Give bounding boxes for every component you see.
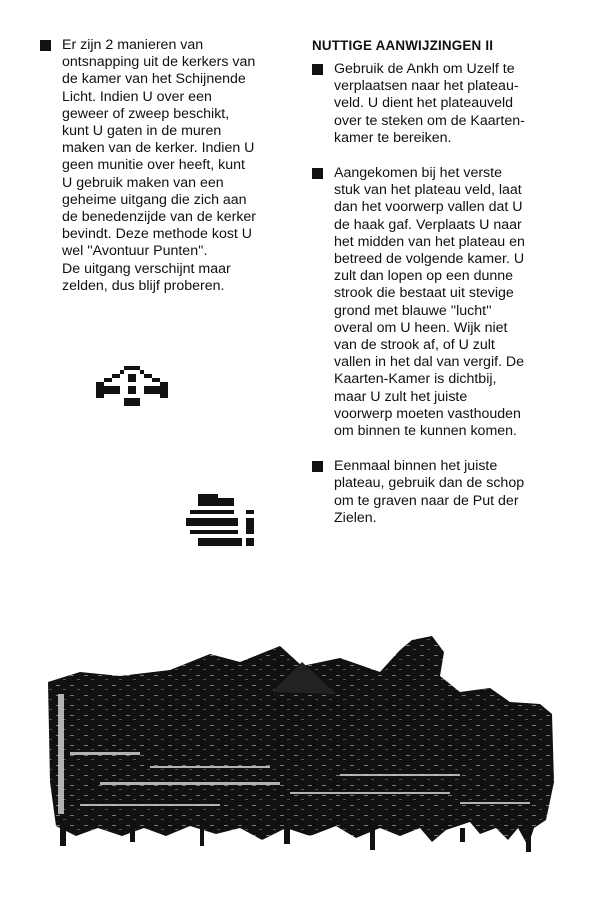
- text-line: geweer of zweep beschikt,: [62, 105, 230, 122]
- text-line: verplaatsen naar het plateau-: [334, 78, 519, 95]
- text-line: vallen in het dal van vergif. De: [334, 354, 525, 371]
- bullet-square: [40, 40, 51, 51]
- section-heading: NUTTIGE AANWIJZINGEN II: [312, 38, 494, 53]
- text-line: bevindt. Deze methode kost U: [62, 226, 253, 243]
- text-line: voorwerp moeten vasthouden: [334, 405, 521, 422]
- text-line: de benedenzijde van de kerker: [62, 209, 257, 226]
- text-line: zult dan lopen op een dunne: [334, 268, 514, 285]
- text-line: veld. U dient het plateauveld: [334, 95, 514, 112]
- text-line: om te graven naar de Put der: [334, 492, 519, 509]
- text-line: over te steken om de Kaarten-: [334, 112, 525, 129]
- text-line: Gebruik de Ankh om Uzelf te: [334, 61, 515, 77]
- text-line: grond met blauwe ''lucht'': [334, 302, 492, 319]
- hint-item: [312, 165, 567, 440]
- text-line: zelden, dus blijf proberen.: [62, 277, 225, 294]
- hint-item: [312, 61, 567, 147]
- text-line: plateau, gebruik dan de schop: [334, 475, 525, 492]
- hint-text: [334, 165, 567, 440]
- hint-text: [334, 61, 567, 147]
- text-line: Eenmaal binnen het juiste: [334, 458, 498, 475]
- text-line: overal om U heen. Wijk niet: [334, 319, 508, 336]
- text-line: maken van de kerker. Indien U: [62, 140, 255, 157]
- text-line: Zielen.: [334, 509, 377, 526]
- text-line: ontsnapping uit de kerkers van: [62, 54, 256, 71]
- hint-item: [312, 458, 567, 527]
- text-line: Kaarten-Kamer is dichtbij,: [334, 371, 497, 388]
- text-line: het midden van het plateau en: [334, 233, 525, 250]
- text-line: kunt U gaten in de muren: [62, 123, 222, 140]
- text-line: Aangekomen bij het verste: [334, 165, 502, 182]
- bullet-square: [312, 64, 323, 75]
- text-line: geen munitie over heeft, kunt: [62, 157, 245, 174]
- text-line: dan het voorwerp vallen dat U: [334, 199, 523, 216]
- left-column: [40, 37, 292, 295]
- text-line: om binnen te kunnen komen.: [334, 423, 517, 440]
- escape-tip: [40, 37, 292, 295]
- text-line: strook die bestaat uit stevige: [334, 285, 514, 302]
- pixel-saucer-icon: [96, 366, 168, 414]
- bullet-square: [312, 168, 323, 179]
- text-line: de haak gaf. Verplaats U naar: [334, 216, 522, 233]
- text-line: wel ''Avontuur Punten''.: [62, 243, 208, 260]
- text-line: Licht. Indien U over een: [62, 88, 212, 105]
- text-line: Er zijn 2 manieren van: [62, 37, 204, 53]
- text-line: stuk van het plateau veld, laat: [334, 182, 522, 199]
- right-column: [312, 37, 567, 527]
- pixel-shovel-icon: [186, 494, 262, 550]
- bullet-square: [312, 461, 323, 472]
- text-line: geheime uitgang die zich aan: [62, 191, 247, 208]
- hint-text: [334, 458, 567, 527]
- text-line: van de strook af, of U zult: [334, 337, 495, 354]
- text-line: maar U zult het juiste: [334, 388, 468, 405]
- text-line: de kamer van het Schijnende: [62, 71, 246, 88]
- text-line: U gebruik maken van een: [62, 174, 224, 191]
- text-line: De uitgang verschijnt maar: [62, 260, 231, 277]
- desert-sphinx-pyramids-photo: [40, 632, 560, 872]
- escape-tip-text: [62, 37, 292, 295]
- text-line: kamer te bereiken.: [334, 129, 452, 146]
- text-line: betreed de volgende kamer. U: [334, 251, 525, 268]
